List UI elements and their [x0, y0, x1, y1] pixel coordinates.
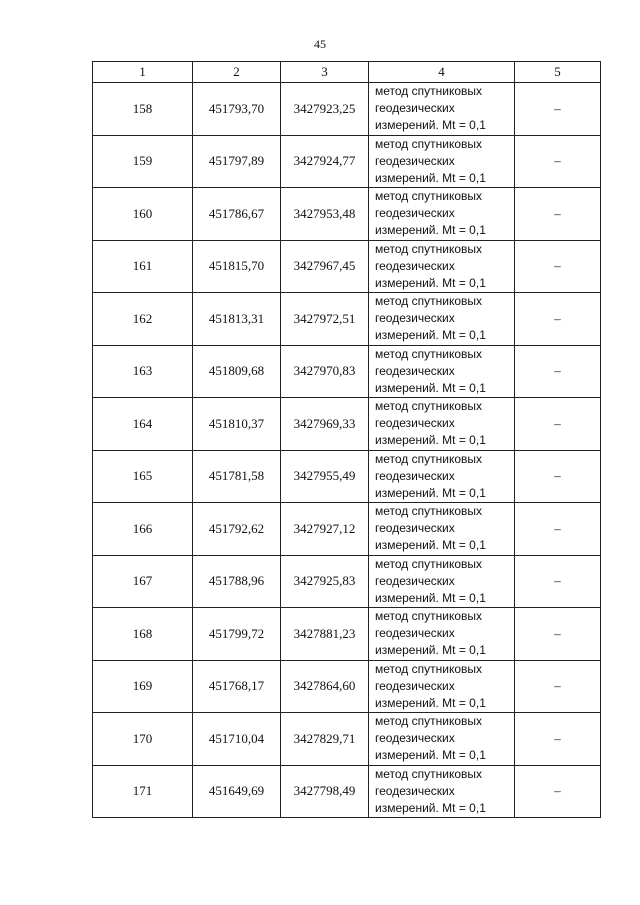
- method-line: метод спутниковых: [375, 556, 483, 571]
- note-cell: –: [515, 83, 601, 136]
- point-number-cell: 168: [93, 608, 193, 661]
- method-line: метод спутниковых: [375, 609, 483, 624]
- x-coordinate-cell: 451786,67: [193, 188, 281, 241]
- note-cell: –: [515, 503, 601, 556]
- method-line: геодезических: [375, 731, 455, 746]
- point-number-cell: 170: [93, 713, 193, 766]
- y-coordinate-cell: 3427927,12: [281, 503, 369, 556]
- x-coordinate-cell: 451815,70: [193, 240, 281, 293]
- note-cell: –: [515, 188, 601, 241]
- x-coordinate-cell: 451797,89: [193, 135, 281, 188]
- method-line: геодезических: [375, 101, 455, 116]
- method-line: измерений. Mt = 0,1: [375, 643, 486, 658]
- table-row: [93, 188, 601, 241]
- table-row: [93, 555, 601, 608]
- table-row: [93, 503, 601, 556]
- y-coordinate-cell: 3427924,77: [281, 135, 369, 188]
- x-coordinate-cell: 451792,62: [193, 503, 281, 556]
- y-coordinate-cell: 3427967,45: [281, 240, 369, 293]
- x-coordinate-cell: 451781,58: [193, 450, 281, 503]
- page-number: 45: [314, 37, 326, 51]
- coordinates-table: [92, 61, 601, 818]
- note-cell: –: [515, 765, 601, 818]
- method-line: геодезических: [375, 573, 455, 588]
- y-coordinate-cell: 3427925,83: [281, 555, 369, 608]
- point-number-cell: 164: [93, 398, 193, 451]
- method-line: геодезических: [375, 468, 455, 483]
- x-coordinate-cell: 451649,69: [193, 765, 281, 818]
- method-line: измерений. Mt = 0,1: [375, 170, 486, 185]
- method-line: измерений. Mt = 0,1: [375, 748, 486, 763]
- y-coordinate-cell: 3427955,49: [281, 450, 369, 503]
- point-number-cell: 165: [93, 450, 193, 503]
- method-line: измерений. Mt = 0,1: [375, 538, 486, 553]
- method-line: измерений. Mt = 0,1: [375, 223, 486, 238]
- method-line: измерений. Mt = 0,1: [375, 433, 486, 448]
- x-coordinate-cell: 451810,37: [193, 398, 281, 451]
- method-line: геодезических: [375, 783, 455, 798]
- y-coordinate-cell: 3427972,51: [281, 293, 369, 346]
- note-cell: –: [515, 135, 601, 188]
- method-line: метод спутниковых: [375, 451, 483, 466]
- method-line: измерений. Mt = 0,1: [375, 328, 486, 343]
- x-coordinate-cell: 451768,17: [193, 660, 281, 713]
- point-number-cell: 163: [93, 345, 193, 398]
- point-number-cell: 158: [93, 83, 193, 136]
- method-cell: [369, 240, 515, 293]
- note-cell: –: [515, 450, 601, 503]
- y-coordinate-cell: 3427923,25: [281, 83, 369, 136]
- method-cell: [369, 293, 515, 346]
- note-cell: –: [515, 293, 601, 346]
- table-row: [93, 293, 601, 346]
- x-coordinate-cell: 451813,31: [193, 293, 281, 346]
- method-line: метод спутниковых: [375, 346, 483, 361]
- y-coordinate-cell: 3427970,83: [281, 345, 369, 398]
- method-line: метод спутниковых: [375, 241, 483, 256]
- table-row: [93, 765, 601, 818]
- note-cell: –: [515, 713, 601, 766]
- note-cell: –: [515, 660, 601, 713]
- method-line: измерений. Mt = 0,1: [375, 590, 486, 605]
- point-number-cell: 169: [93, 660, 193, 713]
- table-row: [93, 345, 601, 398]
- method-line: геодезических: [375, 521, 455, 536]
- x-coordinate-cell: 451788,96: [193, 555, 281, 608]
- note-cell: –: [515, 608, 601, 661]
- method-line: измерений. Mt = 0,1: [375, 380, 486, 395]
- method-line: метод спутниковых: [375, 714, 483, 729]
- y-coordinate-cell: 3427798,49: [281, 765, 369, 818]
- method-line: геодезических: [375, 258, 455, 273]
- table-row: [93, 450, 601, 503]
- column-header-3: 3: [281, 62, 369, 83]
- method-cell: [369, 398, 515, 451]
- x-coordinate-cell: 451809,68: [193, 345, 281, 398]
- method-line: измерений. Mt = 0,1: [375, 275, 486, 290]
- y-coordinate-cell: 3427953,48: [281, 188, 369, 241]
- method-line: геодезических: [375, 311, 455, 326]
- method-cell: [369, 608, 515, 661]
- table-row: [93, 660, 601, 713]
- table-row: [93, 83, 601, 136]
- method-line: геодезических: [375, 678, 455, 693]
- point-number-cell: 159: [93, 135, 193, 188]
- method-cell: [369, 660, 515, 713]
- y-coordinate-cell: 3427864,60: [281, 660, 369, 713]
- x-coordinate-cell: 451799,72: [193, 608, 281, 661]
- method-line: метод спутниковых: [375, 399, 483, 414]
- method-line: метод спутниковых: [375, 504, 483, 519]
- note-cell: –: [515, 555, 601, 608]
- x-coordinate-cell: 451710,04: [193, 713, 281, 766]
- method-line: геодезических: [375, 626, 455, 641]
- note-cell: –: [515, 240, 601, 293]
- method-cell: [369, 188, 515, 241]
- column-header-5: 5: [515, 62, 601, 83]
- method-line: метод спутниковых: [375, 84, 483, 99]
- method-cell: [369, 450, 515, 503]
- method-cell: [369, 765, 515, 818]
- method-line: метод спутниковых: [375, 136, 483, 151]
- column-header-4: 4: [369, 62, 515, 83]
- method-line: измерений. Mt = 0,1: [375, 485, 486, 500]
- method-line: метод спутниковых: [375, 661, 483, 676]
- column-header-2: 2: [193, 62, 281, 83]
- x-coordinate-cell: 451793,70: [193, 83, 281, 136]
- y-coordinate-cell: 3427969,33: [281, 398, 369, 451]
- method-line: геодезических: [375, 363, 455, 378]
- method-line: метод спутниковых: [375, 189, 483, 204]
- table-row: [93, 398, 601, 451]
- method-line: измерений. Mt = 0,1: [375, 695, 486, 710]
- table-row: [93, 608, 601, 661]
- point-number-cell: 167: [93, 555, 193, 608]
- point-number-cell: 162: [93, 293, 193, 346]
- method-cell: [369, 345, 515, 398]
- table-row: [93, 135, 601, 188]
- method-cell: [369, 555, 515, 608]
- method-line: измерений. Mt = 0,1: [375, 118, 486, 133]
- point-number-cell: 161: [93, 240, 193, 293]
- method-cell: [369, 83, 515, 136]
- method-cell: [369, 135, 515, 188]
- column-header-1: 1: [93, 62, 193, 83]
- method-cell: [369, 503, 515, 556]
- method-line: геодезических: [375, 206, 455, 221]
- y-coordinate-cell: 3427881,23: [281, 608, 369, 661]
- point-number-cell: 160: [93, 188, 193, 241]
- point-number-cell: 171: [93, 765, 193, 818]
- method-line: геодезических: [375, 153, 455, 168]
- point-number-cell: 166: [93, 503, 193, 556]
- note-cell: –: [515, 398, 601, 451]
- method-line: метод спутниковых: [375, 766, 483, 781]
- y-coordinate-cell: 3427829,71: [281, 713, 369, 766]
- method-line: геодезических: [375, 416, 455, 431]
- method-line: измерений. Mt = 0,1: [375, 800, 486, 815]
- table-header-row: [93, 62, 601, 83]
- table-row: [93, 713, 601, 766]
- table-body: [93, 83, 601, 818]
- table-row: [93, 240, 601, 293]
- method-cell: [369, 713, 515, 766]
- note-cell: –: [515, 345, 601, 398]
- method-line: метод спутниковых: [375, 294, 483, 309]
